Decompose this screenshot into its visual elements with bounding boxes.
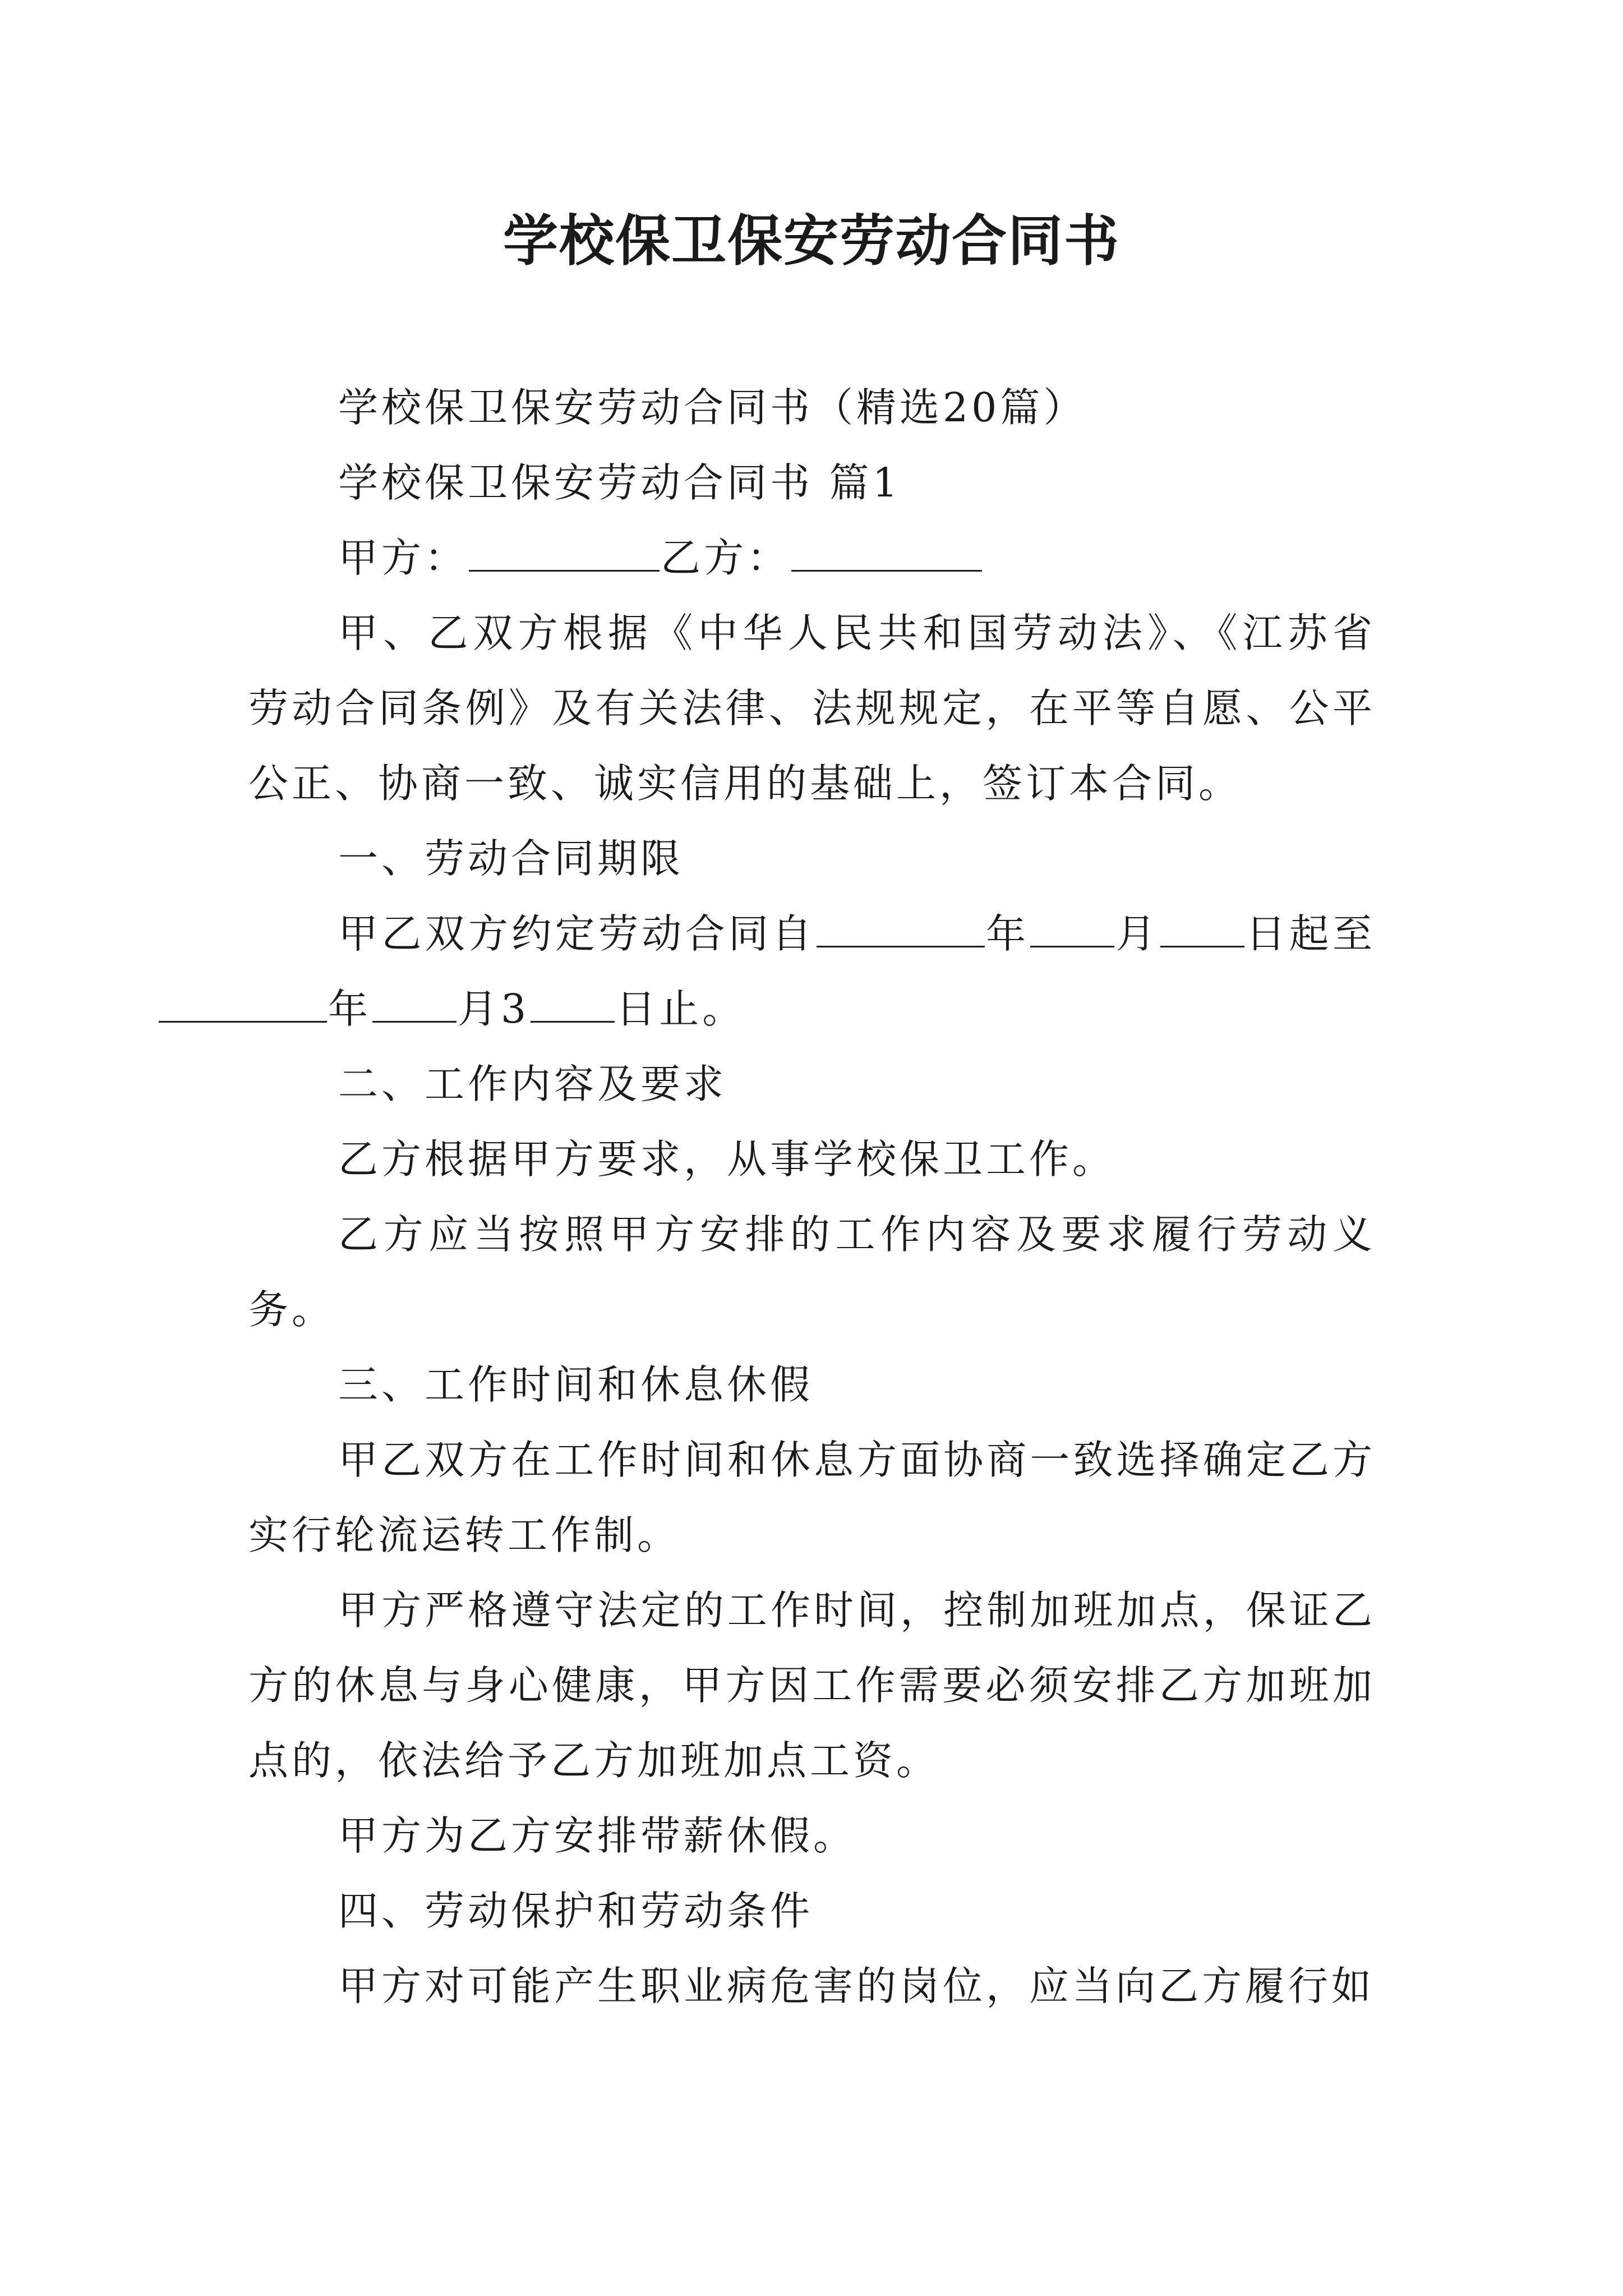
party-b-label: 乙方：: [661, 535, 791, 581]
heading-contract-term: 一、劳动合同期限: [338, 835, 684, 882]
section-title: 学校保卫保安劳动合同书 篇1: [338, 459, 901, 506]
heading-labor-protection: 四、劳动保护和劳动条件: [338, 1888, 814, 1934]
work-time-paragraph-2: 甲方严格遵守法定的工作时间，控制加班加点，保证乙方的休息与身心健康，甲方因工作需要必须安排乙方加班加点的，依法给予乙方加班加点工资。: [248, 1587, 1376, 1784]
party-a-label: 甲方：: [338, 535, 468, 581]
document-title: 学校保卫保安劳动合同书: [502, 209, 1120, 273]
term-day-1: 日起至: [1245, 910, 1376, 957]
work-content-paragraph-2: 乙方应当按照甲方安排的工作内容及要求履行劳动义务。: [248, 1211, 1376, 1333]
labor-protection-paragraph-1: 甲方对可能产生职业病危害的岗位，应当向乙方履行如: [338, 1963, 1375, 2009]
subtitle: 学校保卫保安劳动合同书（精选20篇）: [338, 384, 1087, 431]
parties-line: [248, 521, 1376, 596]
work-time-paragraph-1: 甲乙双方在工作时间和休息方面协商一致选择确定乙方实行轮流运转工作制。: [248, 1437, 1376, 1558]
intro-paragraph: 甲、乙双方根据《中华人民共和国劳动法》、《江苏省劳动合同条例》及有关法律、法规规定，在平等自愿、公平公正、协商一致、诚实信用的基础上，签订本合同。: [248, 610, 1376, 807]
term-end: 日止。: [616, 986, 746, 1032]
term-year-2: 年: [328, 986, 372, 1032]
party-b-blank: [791, 532, 982, 572]
start-month-blank: [1030, 908, 1114, 947]
start-year-blank: [817, 908, 985, 947]
work-content-paragraph-1: 乙方根据甲方要求，从事学校保卫工作。: [338, 1136, 1116, 1182]
term-month-1: 月: [1115, 910, 1159, 957]
heading-work-content: 二、工作内容及要求: [338, 1061, 727, 1107]
end-month-blank: [372, 983, 457, 1023]
term-month-2: 月: [458, 986, 501, 1032]
start-day-blank: [1160, 908, 1244, 947]
term-year-1: 年: [985, 910, 1030, 957]
end-year-blank: [159, 983, 327, 1023]
term-num-3: 3: [501, 986, 530, 1032]
heading-work-time: 三、工作时间和休息休假: [338, 1361, 814, 1408]
document-body: [248, 370, 1376, 2024]
contract-term-paragraph: [248, 896, 1376, 1047]
work-time-paragraph-3: 甲方为乙方安排带薪休假。: [338, 1812, 857, 1859]
end-day-blank: [531, 983, 615, 1023]
party-a-blank: [469, 532, 660, 572]
term-prefix: 甲乙双方约定劳动合同自: [338, 910, 815, 957]
